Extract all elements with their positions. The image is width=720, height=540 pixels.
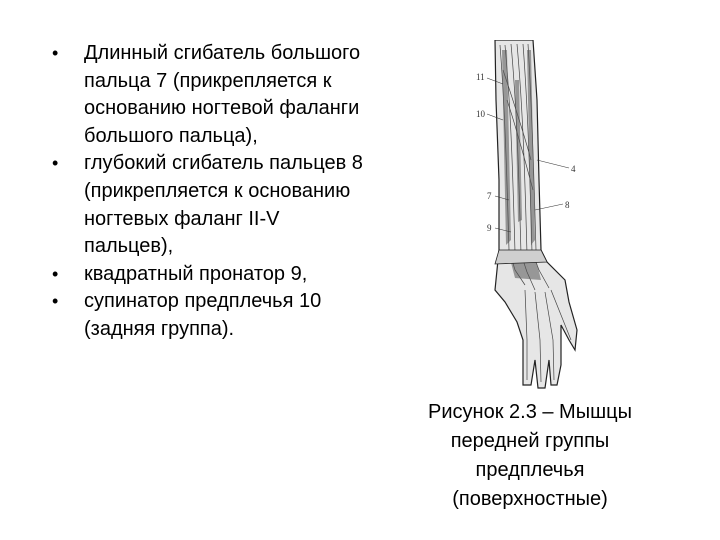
figure-label-10: 10	[476, 109, 485, 119]
bullet-item	[52, 288, 372, 343]
figure-label-7: 7	[487, 191, 492, 201]
figure-label-8: 8	[565, 200, 570, 210]
bullet-item	[52, 40, 372, 150]
bullet-text: супинатор предплечья 10 (задняя группа).	[84, 290, 322, 340]
bullet-marker: •	[52, 263, 59, 284]
figure-label-11: 11	[476, 72, 485, 82]
bullet-text: Длинный сгибатель большого пальца 7 (прикрепляется к основанию ногтевой фаланги большого пальца),	[84, 42, 361, 147]
caption-line: Рисунок 2.3 – Мышцы	[428, 401, 632, 423]
caption-line: (поверхностные)	[452, 488, 608, 510]
bullet-marker: •	[52, 43, 59, 63]
figure-label-9: 9	[487, 223, 492, 233]
bullet-marker: •	[52, 153, 59, 174]
bullet-marker: •	[52, 291, 59, 312]
bullet-text: квадратный пронатор 9,	[84, 262, 308, 285]
caption-line: предплечья	[475, 459, 585, 481]
figure-caption	[395, 398, 665, 514]
forearm-muscles-illustration	[465, 40, 585, 395]
bullet-item	[52, 261, 372, 289]
bullet-text: глубокий сгибатель пальцев 8 (прикрепляется к основанию ногтевых фаланг II-V пальцев),	[84, 152, 363, 258]
bullet-item	[52, 150, 372, 260]
forearm-drawing	[465, 40, 585, 395]
bullet-list	[52, 40, 372, 344]
wrist-band	[495, 250, 547, 264]
caption-line: передней группы	[450, 430, 610, 452]
figure-label-4: 4	[571, 164, 576, 174]
